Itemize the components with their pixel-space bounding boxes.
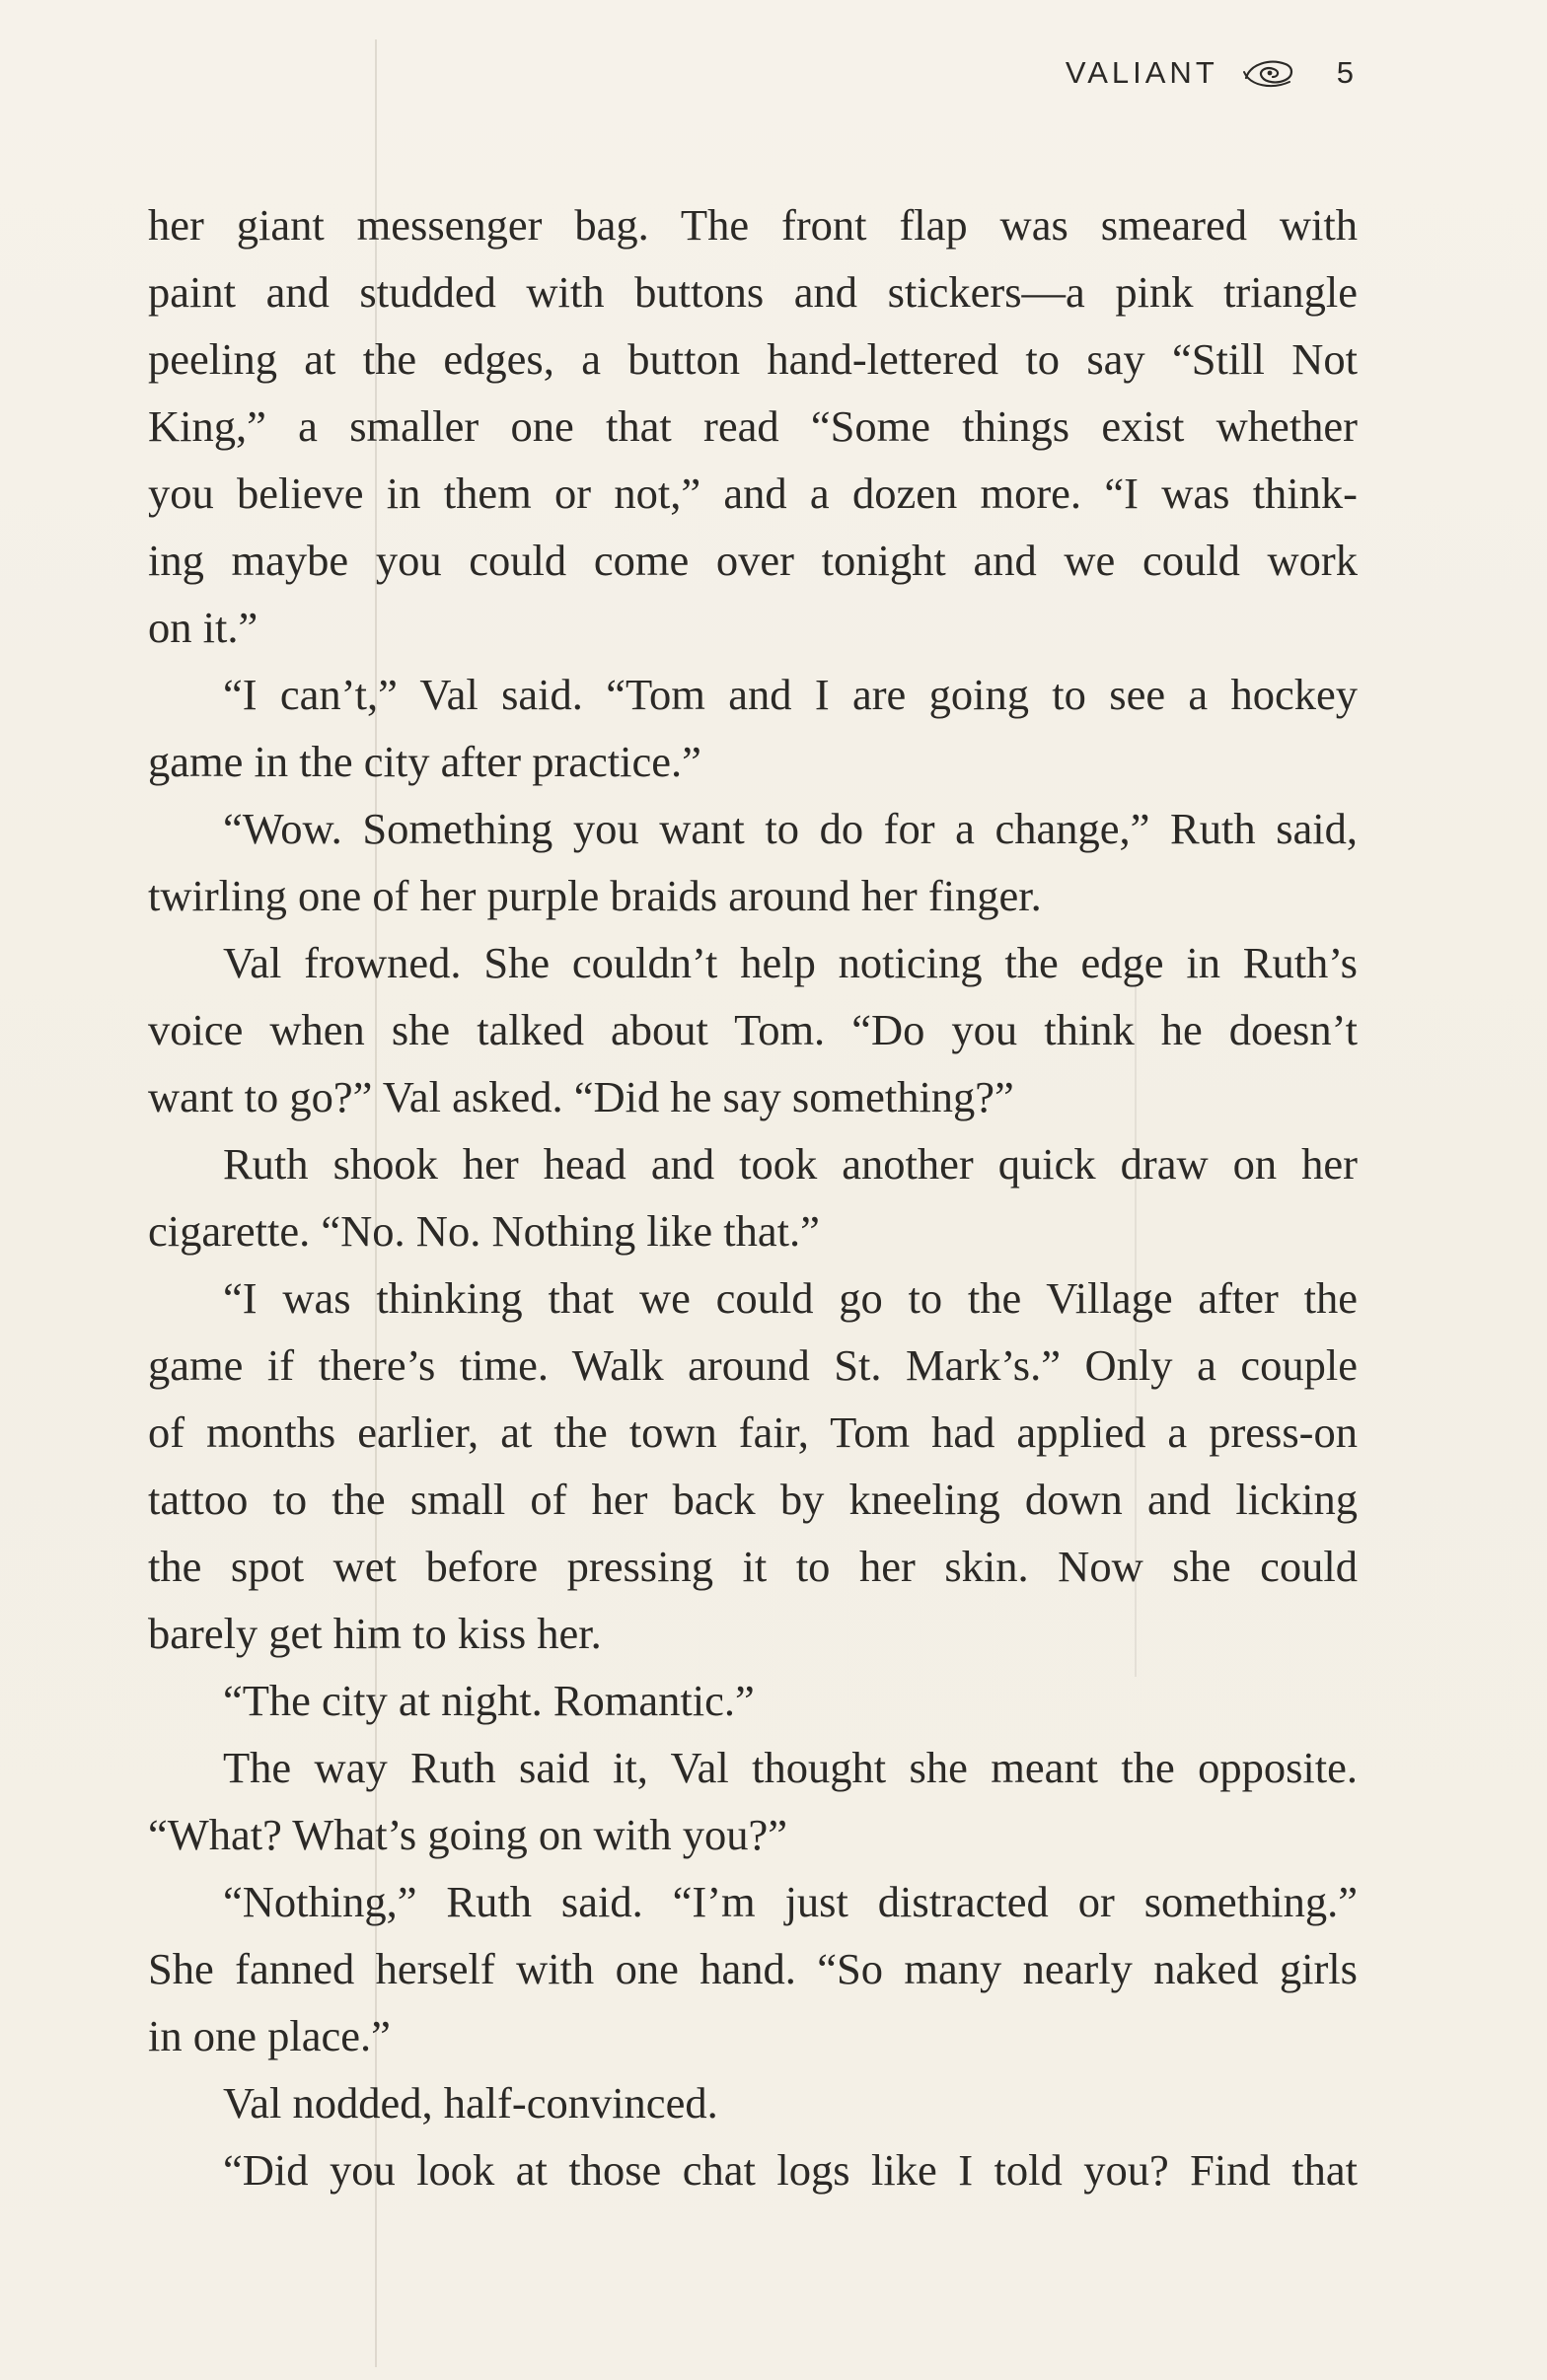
text-line: The way Ruth said it, Val thought she meant the opposite. [223,1743,1358,1792]
text-line: She fanned herself with one hand. “So many nearly naked girls [148,1944,1358,1993]
text-line: in one place.” [148,2011,391,2060]
text-line: want to go?” Val asked. “Did he say something?” [148,1072,1014,1121]
text-line: you believe in them or not,” and a dozen more. “I was think- [148,469,1358,518]
text-line: the spot wet before pressing it to her skin. Now she could [148,1542,1358,1591]
text-line: “I can’t,” Val said. “Tom and I are going to see a hockey [223,670,1358,719]
text-line: King,” a smaller one that read “Some things exist whether [148,401,1358,451]
text-line: “I was thinking that we could go to the Village after the [223,1273,1358,1323]
text-line: voice when she talked about Tom. “Do you think he doesn’t [148,1005,1358,1054]
text-line: Val nodded, half-convinced. [223,2078,718,2128]
text-line: “What? What’s going on with you?” [148,1810,787,1859]
text-line: of months earlier, at the town fair, Tom had applied a press-on [148,1407,1358,1457]
text-line: Ruth shook her head and took another quick draw on her [223,1139,1358,1189]
text-line: game in the city after practice.” [148,737,701,786]
text-line: on it.” [148,603,258,652]
text-line: Val frowned. She couldn’t help noticing the edge in Ruth’s [223,938,1358,987]
text-line: barely get him to kiss her. [148,1609,602,1658]
text-line: “The city at night. Romantic.” [223,1676,755,1725]
text-line: “Wow. Something you want to do for a change,” Ruth said, [223,804,1358,853]
text-line: ing maybe you could come over tonight and we could work [148,536,1358,585]
swirl-ornament-icon [1240,56,1297,90]
text-line: cigarette. “No. No. Nothing like that.” [148,1206,820,1256]
text-line: “Nothing,” Ruth said. “I’m just distracted or something.” [223,1877,1358,1926]
page-number: 5 [1336,55,1354,90]
text-line: twirling one of her purple braids around her finger. [148,871,1042,920]
running-head [1066,55,1354,91]
text-line: peeling at the edges, a button hand-lettered to say “Still Not [148,334,1358,384]
body-text [148,191,1358,2203]
running-title: VALIANT [1065,55,1218,90]
text-line: “Did you look at those chat logs like I told you? Find that [223,2145,1358,2195]
text-line: tattoo to the small of her back by kneeling down and licking [148,1475,1358,1524]
text-line: paint and studded with buttons and stickers—a pink triangle [148,267,1358,317]
text-line: game if there’s time. Walk around St. Mark’s.” Only a couple [148,1340,1358,1390]
text-line: her giant messenger bag. The front flap was smeared with [148,200,1358,250]
